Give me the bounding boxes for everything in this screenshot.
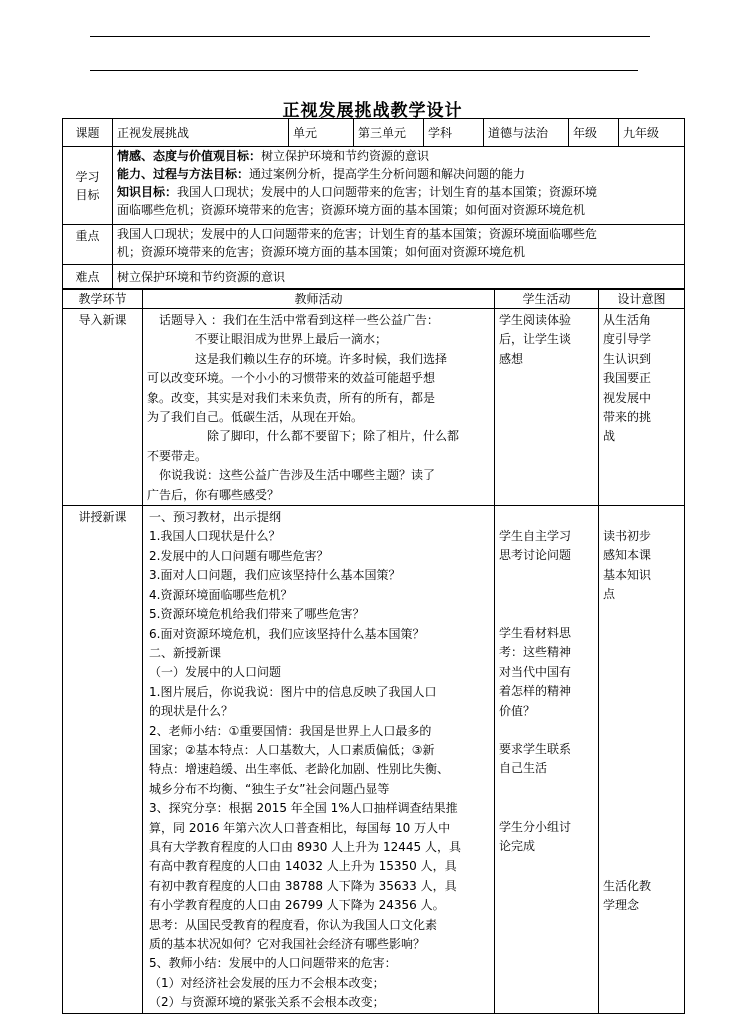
intro-student-line: 感想	[499, 351, 524, 366]
grade-label: 年级	[569, 119, 619, 147]
newlesson-student-line: 思考讨论问题	[499, 548, 572, 563]
newlesson-teacher-line: 有高中教育程度的人口由 14032 人上升为 15350 人，具	[149, 859, 457, 874]
newlesson-teacher-line: 2.发展中的人口问题有哪些危害？	[149, 548, 329, 563]
newlesson-teacher-line: 算，同 2016 年第六次人口普查相比，每国每 10 万人中	[149, 820, 451, 835]
newlesson-teacher-activity	[143, 506, 495, 1014]
goals-label-line1: 学习	[75, 169, 100, 184]
intro-teacher-line: 广告后，你有哪些感受？	[147, 487, 280, 502]
newlesson-teacher-line: 3、探究分享：根据 2015 年全国 1%人口抽样调查结果推	[149, 801, 458, 816]
knowledge-goal-heading: 知识目标：	[117, 185, 178, 199]
lesson-info-table	[62, 118, 685, 289]
newlesson-student-line: 自己生活	[499, 761, 548, 776]
keypoints-content	[113, 225, 685, 265]
difficulty-text: 树立保护环境和节约资源的意识	[113, 265, 685, 289]
intro-student-activity	[495, 309, 599, 506]
intro-teacher-line: 为了我们自己。低碳生活，从现在开始。	[147, 410, 364, 425]
header-teacher: 教师活动	[143, 290, 495, 309]
newlesson-teacher-line: 1.图片展后，你说我说：图片中的信息反映了我国人口	[149, 684, 437, 699]
course-label: 课题	[63, 119, 113, 147]
newlesson-teacher-line: 具有大学教育程度的人口由 8930 人上升为 12445 人，具	[149, 839, 461, 854]
ability-goal-text: 通过案例分析，提高学生分析问题和解决问题的能力	[249, 167, 526, 181]
newlesson-intent-line: 生活化教	[603, 878, 652, 893]
newlesson-student-line: 学生分小组讨	[499, 819, 572, 834]
newlesson-teacher-line: （一）发展中的人口问题	[149, 665, 282, 680]
intro-teacher-line: 话题导入 ：我们在生活中常看到这样一些公益广告：	[159, 313, 439, 327]
newlesson-teacher-line: 国家；②基本特点：人口基数大，人口素质偏低；③新	[149, 742, 435, 757]
newlesson-teacher-line: （2）与资源环境的紧张关系不会根本改变；	[149, 995, 385, 1010]
header-rule-bottom	[90, 70, 638, 71]
intro-student-line: 后，让学生谈	[499, 332, 572, 347]
knowledge-goal-line1: 我国人口现状；发展中的人口问题带来的危害；计划生育的基本国策；资源环境	[177, 185, 598, 199]
goals-content	[113, 147, 685, 225]
keypoints-line2: 机；资源环境带来的危害；资源环境方面的基本国策；如何面对资源环境危机	[117, 245, 526, 259]
ability-goal-heading: 能力、过程与方法目标：	[117, 167, 250, 181]
intro-teacher-activity	[143, 309, 495, 506]
teaching-process-table	[62, 289, 685, 1014]
newlesson-intent-line: 读书初步	[603, 529, 652, 544]
newlesson-intent-line: 学理念	[603, 898, 640, 913]
newlesson-student-line: 论完成	[499, 839, 536, 854]
subject-value: 道德与法治	[484, 119, 569, 147]
intro-teacher-line: 不要让眼泪成为世界上最后一滴水；	[195, 332, 388, 347]
intro-design-intent	[599, 309, 685, 506]
intro-intent-line: 视发展中	[603, 390, 652, 405]
header-rule-top	[90, 36, 650, 37]
newlesson-teacher-line: 一、预习教材，出示提纲	[149, 510, 282, 525]
header-intent: 设计意图	[599, 290, 685, 309]
newlesson-stage: 讲授新课	[63, 506, 143, 1014]
newlesson-student-line: 着怎样的精神	[499, 684, 572, 699]
intro-intent-line: 战	[603, 429, 616, 444]
intro-teacher-line: 象。改变，其实是对我们未来负责，所有的所有，都是	[147, 390, 436, 405]
newlesson-student-line: 对当代中国有	[499, 664, 572, 679]
intro-teacher-line: 除了脚印，什么都不要留下；除了相片，什么都	[207, 429, 460, 444]
intro-stage: 导入新课	[63, 309, 143, 506]
goals-label-line2: 目标	[75, 187, 100, 202]
newlesson-teacher-line: 6.面对资源环境危机，我们应该坚持什么基本国策？	[149, 626, 425, 641]
keypoints-line1: 我国人口现状；发展中的人口问题带来的危害；计划生育的基本国策；资源环境面临哪些危	[117, 227, 598, 241]
unit-label: 单元	[289, 119, 354, 147]
intro-teacher-line: 你说我说：这些公益广告涉及生活中哪些主题？读了	[159, 468, 436, 483]
newlesson-intent-line: 感知本课	[603, 548, 652, 563]
newlesson-teacher-line: 思考：从国民受教育的程度看，你认为我国人口文化素	[149, 917, 438, 932]
emotion-goal-text: 树立保护环境和节约资源的意识	[261, 149, 430, 163]
intro-student-line: 学生阅读体验	[499, 313, 572, 327]
newlesson-teacher-line: 3.面对人口问题，我们应该坚持什么基本国策？	[149, 568, 401, 583]
intro-intent-line: 从生活角	[603, 313, 652, 327]
newlesson-teacher-line: 2、老师小结：①重要国情：我国是世界上人口最多的	[149, 723, 432, 738]
newlesson-design-intent	[599, 506, 685, 1014]
intro-teacher-line: 可以改变环境。一个小小的习惯带来的效益可能超乎想	[147, 371, 436, 386]
newlesson-student-line: 考：这些精神	[499, 645, 572, 660]
newlesson-teacher-line: 5.资源环境危机给我们带来了哪些危害？	[149, 607, 365, 622]
subject-label: 学科	[424, 119, 484, 147]
intro-teacher-line: 不要带走。	[147, 448, 208, 463]
course-value: 正视发展挑战	[113, 119, 289, 147]
newlesson-student-line: 要求学生联系	[499, 741, 572, 756]
emotion-goal-heading: 情感、态度与价值观目标：	[117, 149, 262, 163]
intro-intent-line: 度引导学	[603, 332, 652, 347]
newlesson-student-line: 学生自主学习	[499, 529, 572, 544]
intro-teacher-line: 这是我们赖以生存的环境。许多时候，我们选择	[195, 351, 448, 366]
newlesson-student-line: 学生看材料思	[499, 625, 572, 640]
newlesson-teacher-line: 5、教师小结：发展中的人口问题带来的危害：	[149, 956, 397, 971]
keypoints-label: 重点	[63, 225, 113, 265]
newlesson-teacher-line: 有小学教育程度的人口由 26799 人下降为 24356 人。	[149, 898, 445, 913]
newlesson-teacher-line: （1）对经济社会发展的压力不会根本改变；	[149, 975, 385, 990]
newlesson-teacher-line: 特点：增速趋缓、出生率低、老龄化加剧、性别比失衡、	[149, 762, 450, 777]
intro-intent-line: 生认识到	[603, 351, 652, 366]
knowledge-goal-line2: 面临哪些危机；资源环境带来的危害；资源环境方面的基本国策；如何面对资源环境危机	[117, 203, 586, 217]
newlesson-teacher-line: 城乡分布不均衡、“独生子女”社会问题凸显等	[149, 781, 390, 796]
newlesson-intent-line: 基本知识	[603, 567, 652, 582]
newlesson-student-line: 价值？	[499, 703, 536, 718]
document-title: 正视发展挑战教学设计	[282, 101, 463, 121]
intro-intent-line: 我国要正	[603, 371, 652, 386]
newlesson-teacher-line: 二、新授新课	[149, 645, 222, 660]
difficulty-label: 难点	[63, 265, 113, 289]
newlesson-intent-line: 点	[603, 587, 616, 602]
newlesson-teacher-line: 1.我国人口现状是什么？	[149, 529, 281, 544]
unit-value: 第三单元	[354, 119, 424, 147]
goals-label	[63, 147, 113, 225]
newlesson-teacher-line: 4.资源环境面临哪些危机？	[149, 587, 293, 602]
newlesson-teacher-line: 的现状是什么？	[149, 704, 234, 719]
newlesson-student-activity	[495, 506, 599, 1014]
intro-intent-line: 带来的挑	[603, 410, 652, 425]
newlesson-teacher-line: 质的基本状况如何？它对我国社会经济有哪些影响？	[149, 937, 426, 951]
header-stage: 教学环节	[63, 290, 143, 309]
header-student: 学生活动	[495, 290, 599, 309]
grade-value: 九年级	[619, 119, 685, 147]
newlesson-teacher-line: 有初中教育程度的人口由 38788 人下降为 35633 人，具	[149, 878, 457, 893]
